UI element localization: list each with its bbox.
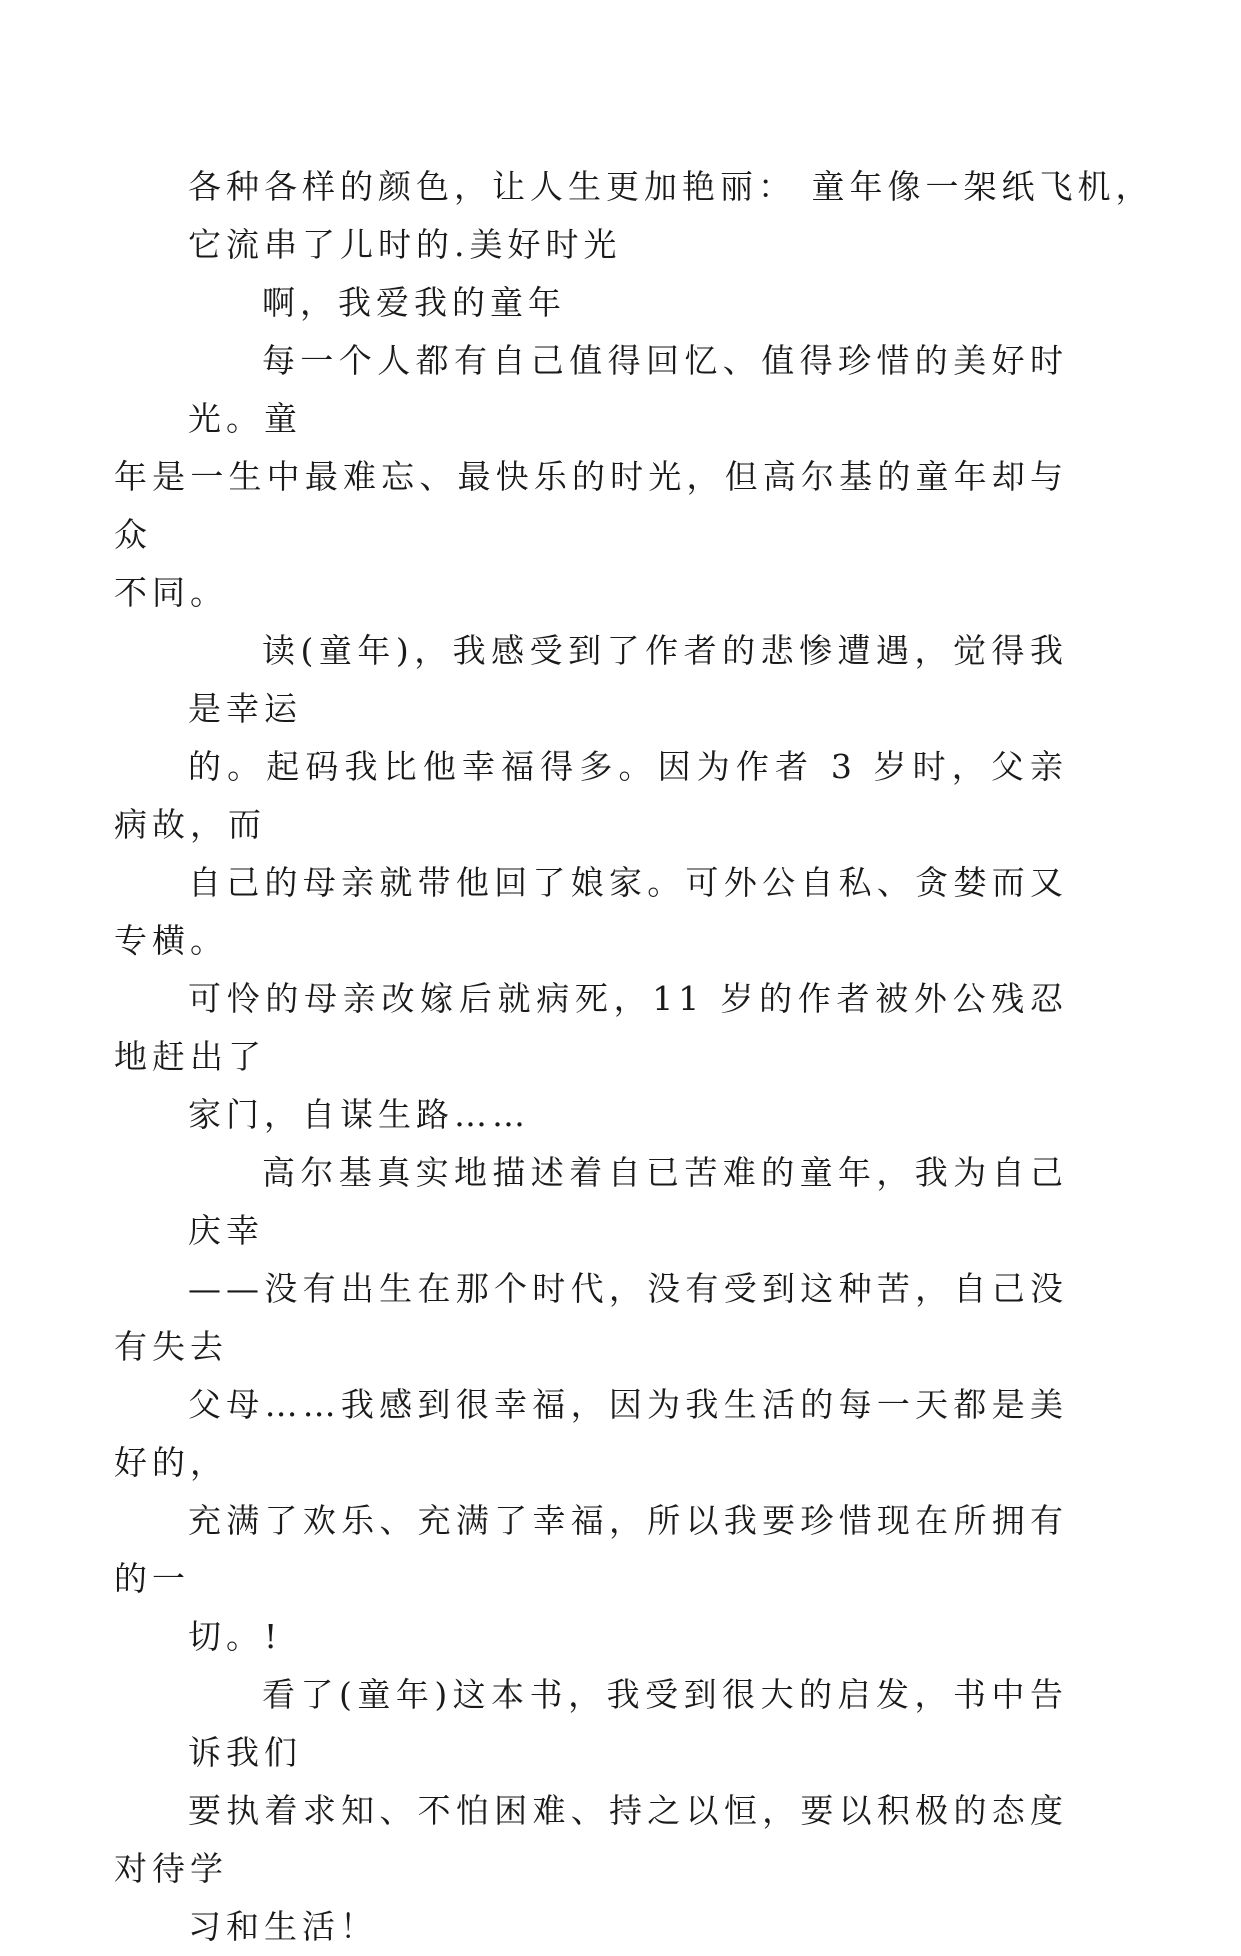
paragraph-6 <box>114 1666 1068 1956</box>
text-line: 高尔基真实地描述着自已苦难的童年，我为自己庆幸 <box>188 1153 1068 1250</box>
text-line: 可怜的母亲改嫁后就病死，11 岁的作者被外公残忍地赶出了 <box>114 979 1068 1076</box>
paragraph-5 <box>114 1144 1068 1666</box>
text-line: 各种各样的颜色，让人生更加艳丽： 童年像一架纸飞机， <box>188 167 1154 206</box>
text-line: 自己的母亲就带他回了娘家。可外公自私、贪婪而又专横。 <box>114 863 1068 960</box>
paragraph-2 <box>188 274 1068 332</box>
text-line: 家门，自谋生路…… <box>188 1095 530 1134</box>
text-line: 不同。 <box>114 573 228 612</box>
text-line: 父母……我感到很幸福，因为我生活的每一天都是美好的， <box>114 1385 1068 1482</box>
paragraph-4 <box>114 622 1068 1144</box>
text-line: 习和生活！ <box>188 1907 378 1946</box>
text-line: 充满了欢乐、充满了幸福，所以我要珍惜现在所拥有的一 <box>114 1501 1068 1598</box>
text-line: 的。起码我比他幸福得多。因为作者 3 岁时，父亲病故，而 <box>114 747 1068 844</box>
text-line: 啊，我爱我的童年 <box>262 283 566 322</box>
text-line: 读(童年)，我感受到了作者的悲惨遭遇，觉得我是幸运 <box>188 631 1068 728</box>
text-line: ——没有出生在那个时代，没有受到这种苦，自己没有失去 <box>114 1269 1068 1366</box>
paragraph-1 <box>188 158 1154 274</box>
text-line: 要执着求知、不怕困难、持之以恒，要以积极的态度对待学 <box>114 1791 1068 1888</box>
text-line: 切。! <box>188 1617 283 1656</box>
text-line: 它流串了儿时的.美好时光 <box>188 225 622 264</box>
text-line: 每一个人都有自己值得回忆、值得珍惜的美好时光。童 <box>188 341 1068 438</box>
text-line: 看了(童年)这本书，我受到很大的启发，书中告诉我们 <box>188 1675 1068 1772</box>
essay-body <box>114 158 1154 1956</box>
paragraph-3 <box>114 332 1068 622</box>
text-line: 年是一生中最难忘、最快乐的时光，但高尔基的童年却与众 <box>114 457 1068 554</box>
